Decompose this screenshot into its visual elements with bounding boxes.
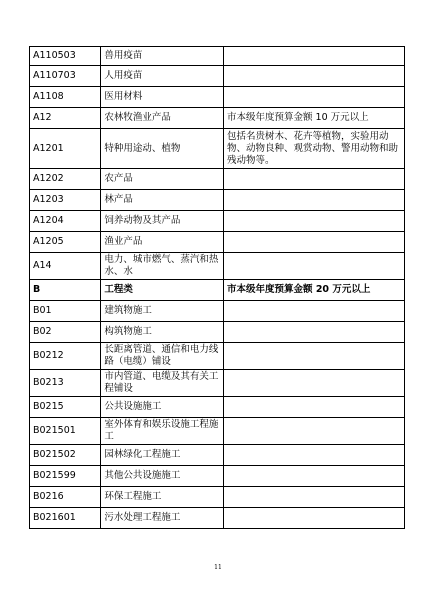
table-row (30, 87, 405, 108)
item-code: A14 (30, 253, 101, 280)
table-row (30, 418, 405, 445)
item-name: 污水处理工程施工 (101, 508, 224, 529)
item-note: 包括名贵树木、花卉等植物，实验用动物、动物良种、观赏动物、警用动物和助残动物等。 (224, 129, 405, 169)
item-note: 市本级年度预算金额 10 万元以上 (224, 108, 405, 129)
item-note (224, 190, 405, 211)
item-note (224, 232, 405, 253)
item-note (224, 322, 405, 343)
item-code: A110703 (30, 66, 101, 87)
table-row (30, 47, 405, 66)
item-name: 农产品 (101, 169, 224, 190)
table-row (30, 190, 405, 211)
item-code: B021501 (30, 418, 101, 445)
item-code: B021502 (30, 445, 101, 466)
item-code: B021599 (30, 466, 101, 487)
item-name: 室外体育和娱乐设施工程施工 (101, 418, 224, 445)
item-note (224, 169, 405, 190)
table-row (30, 370, 405, 397)
table-row (30, 322, 405, 343)
table-row (30, 466, 405, 487)
item-note (224, 445, 405, 466)
item-note (224, 211, 405, 232)
item-name: 农林牧渔业产品 (101, 108, 224, 129)
item-name: 园林绿化工程施工 (101, 445, 224, 466)
item-name: 医用材料 (101, 87, 224, 108)
item-name: 饲养动物及其产品 (101, 211, 224, 232)
table-row (30, 397, 405, 418)
item-note (224, 66, 405, 87)
item-code: B0216 (30, 487, 101, 508)
item-name: 人用疫苗 (101, 66, 224, 87)
item-code: B0215 (30, 397, 101, 418)
item-name: 市内管道、电缆及其有关工程铺设 (101, 370, 224, 397)
table-row (30, 301, 405, 322)
item-code: A1203 (30, 190, 101, 211)
page-number: 11 (214, 564, 222, 571)
item-name: 林产品 (101, 190, 224, 211)
item-name: 构筑物施工 (101, 322, 224, 343)
item-code: B01 (30, 301, 101, 322)
table-row (30, 108, 405, 129)
table-row (30, 445, 405, 466)
item-code: A1205 (30, 232, 101, 253)
table-row (30, 508, 405, 529)
item-code: B02 (30, 322, 101, 343)
item-code: A1108 (30, 87, 101, 108)
item-note (224, 508, 405, 529)
item-name: 兽用疫苗 (101, 47, 224, 66)
item-code: A110503 (30, 47, 101, 66)
item-note (224, 301, 405, 322)
item-code: B021601 (30, 508, 101, 529)
item-name: 建筑物施工 (101, 301, 224, 322)
item-note (224, 418, 405, 445)
item-note: 市本级年度预算金额 20 万元以上 (224, 280, 405, 301)
table-row (30, 487, 405, 508)
item-code: B0213 (30, 370, 101, 397)
item-code: B0212 (30, 343, 101, 370)
item-name: 工程类 (101, 280, 224, 301)
table-row (30, 129, 405, 169)
item-name: 环保工程施工 (101, 487, 224, 508)
item-note (224, 343, 405, 370)
item-note (224, 466, 405, 487)
table-row-category (30, 280, 405, 301)
item-name: 电力、城市燃气、蒸汽和热水、水 (101, 253, 224, 280)
item-note (224, 397, 405, 418)
item-code: A1201 (30, 129, 101, 169)
item-name: 长距离管道、通信和电力线路（电缆）铺设 (101, 343, 224, 370)
procurement-catalog-table (29, 46, 405, 529)
table-row (30, 211, 405, 232)
item-name: 特种用途动、植物 (101, 129, 224, 169)
item-note (224, 370, 405, 397)
table-row (30, 253, 405, 280)
table-row (30, 169, 405, 190)
item-code: A1202 (30, 169, 101, 190)
item-note (224, 87, 405, 108)
item-code: A1204 (30, 211, 101, 232)
item-code: A12 (30, 108, 101, 129)
item-name: 公共设施施工 (101, 397, 224, 418)
item-note (224, 47, 405, 66)
item-note (224, 253, 405, 280)
table-row (30, 66, 405, 87)
table-row (30, 232, 405, 253)
item-note (224, 487, 405, 508)
table-row (30, 343, 405, 370)
item-name: 其他公共设施施工 (101, 466, 224, 487)
item-code: B (30, 280, 101, 301)
item-name: 渔业产品 (101, 232, 224, 253)
